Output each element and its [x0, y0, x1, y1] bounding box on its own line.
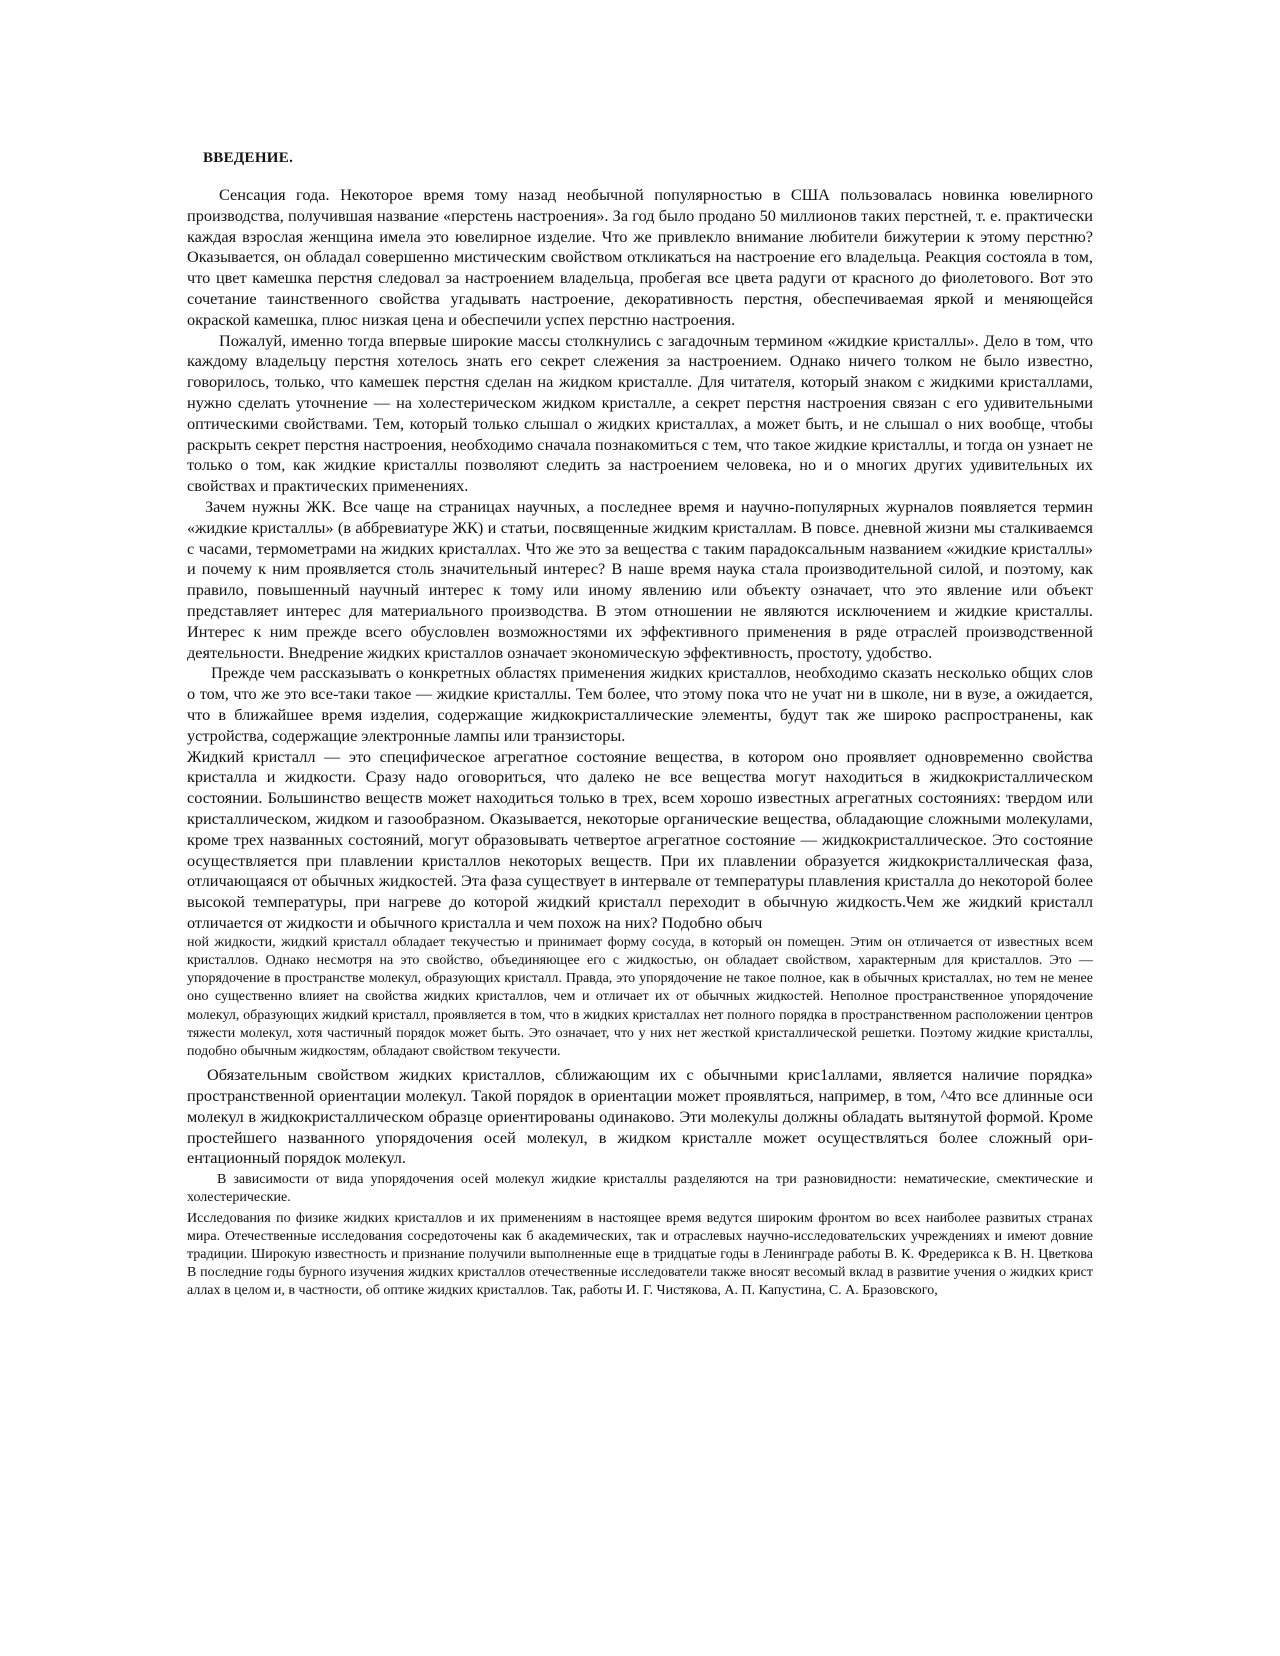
paragraph-research: Исследования по физике жидких кристаллов и их применениям в настоящее время ведутся широким фронтом во всех наиболее развитых странах мира. Отечественные исследования сосредоточены как б академических, так и отраслевых научно-исследовательских учреждениях и имеют довние традиции. Широкую известность и признание получили выполненные еще в тридцатые годы в Ленинграде работы В. К. Фредерикса к В. Н. Цветкова В последние годы бурного изучения жидких кристаллов отечественные исследователи также вносят весомый вклад в развитие учения о жидких крист аллах в целом и, в частности, об оптике жидких кристаллов. Так, работы И. Г. Чистякова, А. П. Капустина, С. А. Бразовского, [187, 1210, 1093, 1299]
paragraph-before-applications: Прежде чем рассказывать о конкретных областях применения жидких кристаллов, необходимо сказать несколько общих слов о том, что же это все-таки такое — жидкие кристаллы. Тем более, что этому пока что не учат ни в школе, ни в вузе, а ожидается, что в ближайшее время изделия, содержащие жидкокристаллические элементы, будут так же широко распространены, как устройства, содержащие электронные лампы или транзисторы. [187, 663, 1093, 745]
paragraph-orientation-order: Обязательным свойством жидких кристаллов, сближающим их с обычными крис1аллами, является наличие порядка» пространственной ориентации молекул. Такой порядок в ориентации может проявляться, например, в том, ^4то все длинные оси молекул в жидкокристаллическом образце ориентированы одинаково. Эти молекулы должны обладать вытянутой формой. Кроме простейшего названного упорядочения осей молекул, в жидком кристалле может осуществляться более сложный ори-ентационный порядок молекул. [187, 1065, 1093, 1168]
document-body [187, 150, 1093, 1301]
paragraph-mood-ring: Сенсация года. Некоторое время тому назад необычной популярностью в США пользовалась новинка ювелирного производства, получившая название «перстень настроения». За год было продано 50 миллионов таких перстней, т. е. практически каждая взрослая женщина имела это ювелирное изделие. Что же привлекло внимание любители бижутерии к этому перстню? Оказывается, он обладал совершенно мистическим свойством откликаться на настроение его владельца. Реакция состояла в том, что цвет камешка перстня следовал за настроением владельца, пробегая все цвета радуги от красного до фиолетового. Вот это сочетание таинственного свойства угадывать настроение, декоративность перстня, обеспечиваемая яркой и меняющейся окраской камешка, плюс низкая цена и обеспечили успех перстню настроения. [187, 185, 1093, 329]
paragraph-lc-definition: Жидкий кристалл — это специфическое агрегатное состояние вещества, в котором оно проявляет одновременно свойства кристалла и жидкости. Сразу надо оговориться, что далеко не все вещества могут находиться в жидкокристаллическом состоянии. Большинство веществ может находиться только в трех, всем хорошо известных агрегатных состояниях: твердом или кристаллическом, жидком и газообразном. Оказывается, некоторые органические вещества, обладающие сложными молекулами, кроме трех названных состояний, могут образовывать четвертое агрегатное состояние — жидкокристаллическое. Это состояние осуществляется при плавлении кристаллов некоторых веществ. При их плавлении образуется жидкокристаллическая фаза, отличающаяся от обычных жидкостей. Эта фаза существует в интервале от температуры плавления кристалла до некоторой более высокой температуры, при нагреве до которой жидкий кристалл переходит в обычную жидкость.Чем же жидкий кристалл отличается от жидкости и обычного кристалла и чем похож на них? Подобно обыч [187, 746, 1093, 932]
paragraph-lc-types: В зависимости от вида упорядочения осей молекул жидкие кристаллы разделяются на три разновидности: нематические, смектические и холестерические. [187, 1172, 1093, 1206]
paragraph-lc-fluidity: ной жидкости, жидкий кристалл обладает текучестью и принимает форму сосуда, в который он помещен. Этим он отличается от известных всем кристаллов. Однако несмотря на это свойство, объединяющее его с жидкостью, он обладает свойством, характерным для кристаллов. Это — упорядочение в пространстве молекул, образующих кристалл. Правда, это упорядочение не такое полное, как в обычных кристаллах, но тем не менее оно существенно влияет на свойства жидких кристаллов, чем и отличает их от обычных жидкостей. Неполное пространственное упорядочение молекул, образующих жидкий кристалл, проявляется в том, что в жидких кристаллах нет полного порядка в пространственном расположении центров тяжести молекул, хотя частичный порядок может быть. Это означает, что у них нет жесткой кристаллической решетки. Поэтому жидкие кристаллы, подобно обычным жидкостям, обладают свойством текучести. [187, 934, 1093, 1059]
paragraph-why-lc-needed: Зачем нужны ЖК. Все чаще на страницах научных, а последнее время и научно-популярных журналов появляется термин «жидкие кристаллы» (в аббревиатуре ЖК) и статьи, посвященные жидким кристаллам. В повсе. дневной жизни мы сталкиваемся с часами, термометрами на жидких кристаллах. Что же это за вещества с таким парадоксальным названием «жидкие кристаллы» и почему к ним проявляется столь значительный интерес? В наше время наука стала производительной силой, и поэтому, как правило, повышенный научный интерес к тому или иному явлению или объекту означает, что это явление или объект представляет интерес для материального производства. В этом отношении не являются исключением и жидкие кристаллы. Интерес к ним прежде всего обусловлен возможностями их эффективного применения в ряде отраслей производственной деятельности. Внедрение жидких кристаллов означает экономическую эффективность, простоту, удобство. [187, 496, 1093, 662]
paragraph-liquid-crystals-term: Пожалуй, именно тогда впервые широкие массы столкнулись с загадочным термином «жидкие кристаллы». Дело в том, что каждому владельцу перстня хотелось знать его секрет слежения за настроением. Однако ничего толком не было известно, говорилось, только, что камешек перстня сделан на жидком кристалле. Для читателя, который знаком с жидкими кристаллами, нужно сделать уточнение — на холестерическом жидком кристалле, а секрет перстня настроения связан с его удивительными оптическими свойствами. Тем, который только слышал о жидких кристаллах, а может быть, и не слышал о них вообще, чтобы раскрыть секрет перстня настроения, необходимо сначала познакомиться с тем, что такое жидкие кристаллы, и тогда он узнает не только о том, как жидкие кристаллы позволяют следить за настроением человека, но и о многих других удивительных их свойствах и практических применениях. [187, 330, 1093, 496]
page-title: ВВЕДЕНИЕ. [203, 150, 294, 166]
